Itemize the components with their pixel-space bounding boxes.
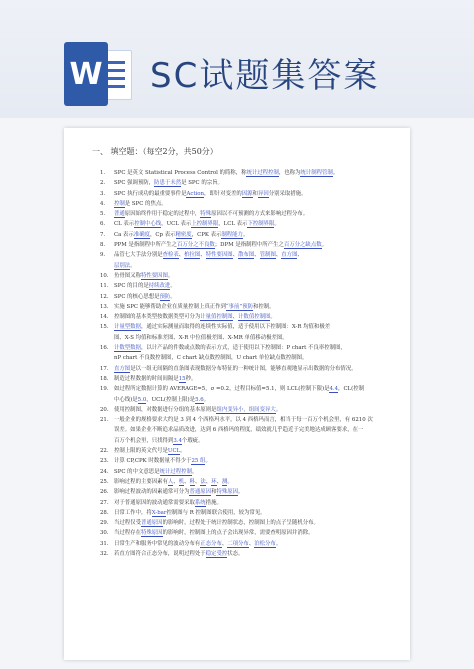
question-text: 。 — [170, 293, 176, 300]
question-number: 19. — [100, 386, 109, 393]
question-line — [100, 415, 400, 425]
answer-blank: 直方图 — [114, 365, 131, 372]
question-text: 控制上限的英文代号是 — [114, 448, 168, 455]
word-document-icon — [64, 42, 134, 106]
answer-blank: 因源 — [241, 190, 253, 197]
question-text: ，CL(控制 — [338, 386, 365, 393]
question-text: 、 — [232, 314, 239, 321]
question-number: 12. — [100, 293, 109, 300]
question-text: SPC 的中文意思是 — [114, 468, 160, 475]
document-title: SC试题集答案 — [150, 56, 380, 96]
question-line — [100, 302, 400, 312]
question-line — [100, 374, 400, 384]
question-text: 、 — [297, 252, 303, 259]
answer-blank: 泊松分布 — [254, 540, 276, 547]
question-line — [100, 333, 400, 343]
question-line — [100, 436, 400, 446]
question-number: 15. — [100, 324, 109, 331]
question-line — [100, 312, 400, 322]
question-text: ，UCL 表示 — [161, 221, 192, 228]
question-line — [100, 467, 400, 477]
question-text: 如过程所定数据计算的 AVERAGE=5，σ =0.2，过程目标值=5.1，则 LCL(控制下限)是 — [114, 386, 330, 393]
answer-blank: 控制中心线 — [134, 221, 162, 228]
question-text: 当过程存在 — [114, 530, 141, 537]
answer-blank: 法 — [200, 478, 206, 485]
answer-blank: 机 — [178, 478, 185, 485]
question-text: 。 — [191, 468, 198, 475]
question-line — [100, 178, 400, 188]
answer-blank: 人 — [167, 478, 174, 485]
question-line — [100, 343, 400, 353]
question-line — [100, 539, 400, 549]
question-text: 和控制。 — [252, 303, 275, 310]
answer-blank: 特殊原因 — [216, 489, 239, 496]
question-text: 、 — [216, 478, 222, 485]
question-line — [100, 209, 400, 219]
question-line — [100, 508, 400, 518]
question-text: 影响过程的主要因素有 — [114, 478, 168, 485]
question-text: 、 — [232, 252, 239, 259]
question-number: 9. — [100, 252, 106, 259]
question-text: 影响过程波动的因素通常可分为 — [114, 489, 190, 496]
answer-blank: 计数值控制图 — [238, 314, 271, 321]
question-line — [100, 518, 400, 528]
question-number: 23. — [100, 458, 109, 465]
question-text: 。 — [275, 540, 282, 547]
question-number: 18. — [100, 375, 109, 382]
question-text: 。 — [180, 448, 186, 455]
answer-blank: 统计制程管制 — [300, 170, 333, 176]
answer-blank: 5.6 — [195, 396, 204, 403]
question-number: 31. — [100, 540, 109, 547]
question-text: 计算 CP,CPK 时数据量不得少于 — [114, 458, 192, 465]
question-number: 20. — [100, 406, 109, 413]
question-text: 的影响时，控制图上的点子会出现异常，需要查明原因并消除。 — [162, 530, 314, 537]
question-number: 24. — [100, 468, 109, 475]
question-text: 、 — [205, 478, 212, 485]
answer-blank: 4.4 — [329, 386, 339, 393]
question-number: 13. — [100, 303, 109, 310]
answer-blank: 柏拉图 — [184, 252, 201, 259]
answer-blank: 二项分布 — [227, 540, 249, 547]
question-text: 分别采取措施。 — [268, 190, 307, 197]
answer-blank: 3.4 — [173, 437, 182, 444]
question-number: 4. — [100, 200, 106, 207]
question-line — [100, 240, 400, 250]
question-line — [100, 528, 400, 538]
question-number: 28. — [100, 509, 109, 516]
question-text: ，通过实际测量而取得的连续性实际值，适于使用以下控制图：X-R 均值和极差 — [140, 324, 331, 331]
question-text: SPC 是英文 Statistical Process Control 的简称，称 — [114, 170, 247, 176]
question-text: 、 — [200, 252, 206, 259]
answer-blank: 异因 — [257, 190, 269, 197]
question-number: 11. — [100, 283, 109, 290]
answer-blank: 层别法 — [114, 262, 131, 269]
question-text: 制造过程数据的时间间隔是 — [114, 375, 179, 382]
answer-blank: Action — [186, 190, 204, 197]
question-number: 7. — [100, 231, 106, 238]
question-text: 和 — [211, 489, 217, 496]
question-line — [100, 425, 400, 435]
question-number: 14. — [100, 314, 109, 321]
answer-blank: 特性要因图 — [140, 272, 168, 279]
answer-blank: 稳定受控 — [205, 550, 228, 557]
question-text: 。 — [242, 231, 249, 238]
question-text: 、 — [173, 478, 179, 485]
section-heading: 一、 填空题：（每空2分，共50分） — [92, 147, 218, 156]
answer-blank: 环 — [211, 478, 217, 485]
question-text: 百万个机会里，只找得到 — [114, 437, 174, 444]
answer-blank: 持续改进 — [148, 283, 171, 290]
answer-blank: UCL — [167, 448, 181, 455]
question-line — [100, 446, 400, 456]
answer-blank: 15 — [178, 375, 186, 382]
question-line — [100, 456, 400, 466]
question-text: 、 — [275, 252, 282, 259]
question-number: 10. — [100, 272, 109, 279]
question-text: 是 SPC 的焦点。 — [124, 200, 167, 207]
question-text: ，Cp 表示 — [150, 231, 176, 238]
question-text: 措施。 — [205, 499, 222, 506]
question-text: 、 — [248, 540, 255, 547]
question-text: 控制图与 R 控制图联合使用，较为常见。 — [166, 509, 266, 516]
answer-blank: 特性要因图 — [205, 252, 233, 259]
question-text: 。 — [321, 242, 328, 249]
answer-blank: 料 — [189, 478, 195, 485]
question-text: 原因以不可预测的方式来影响过程分布。 — [211, 211, 309, 218]
answer-blank: 查检表 — [162, 252, 179, 259]
question-number: 16. — [100, 345, 109, 352]
question-text: ，即针对变差的 — [204, 190, 242, 197]
question-text: PPM 是指制程中所产生之 — [114, 242, 178, 249]
question-number: 2. — [100, 180, 106, 187]
question-text: 日常生产和服务中常见的波动分布有 — [114, 540, 201, 547]
question-text: 原因始终作用于稳定的过程中， — [124, 211, 201, 218]
answer-blank: 管制图 — [259, 252, 276, 259]
question-text: 。 — [275, 406, 282, 413]
answer-blank: 特殊 — [200, 211, 212, 218]
answer-blank: 5.0 — [137, 396, 147, 403]
question-text: 鱼骨图又称 — [114, 272, 141, 279]
answer-blank: 计量值控制图 — [200, 314, 233, 321]
question-text: 误差。如果企业不断追求品质改进，达到 6 西格玛的程度，绩效就几乎趋近于完美地达成顾客要求，在一 — [114, 427, 364, 434]
question-line — [100, 292, 400, 302]
question-text: SPC 的核心思想是 — [114, 293, 160, 300]
question-line — [100, 364, 400, 374]
question-text: ，以计产品的件数或点数的表示方式，适于使用以下控制图：P chart 不良率控制图， — [140, 345, 346, 352]
question-line — [100, 487, 400, 497]
question-line — [100, 384, 400, 394]
question-text: 使用控制图，对数据进行分组的基本原则是 — [114, 406, 217, 413]
question-text: 秒。 — [185, 375, 197, 382]
question-text: CL 表示 — [114, 221, 135, 228]
question-text: 、 — [178, 252, 185, 259]
answer-blank: 制程能力 — [221, 231, 243, 238]
question-text: 、 — [221, 540, 228, 547]
question-number: 30. — [100, 530, 109, 537]
question-line — [100, 189, 400, 199]
question-text: 是 SPC 的宗旨。 — [181, 180, 223, 187]
answer-blank: 控制 — [114, 200, 125, 207]
question-text: Ca 表示 — [114, 231, 134, 238]
answer-blank: 准确度 — [133, 231, 151, 238]
question-text: ，也称为 — [278, 170, 301, 176]
question-text: 对于普通原因的波动通常需要采取 — [114, 499, 195, 506]
question-text: 若直方图符合正态分布，说明过程处于 — [114, 550, 206, 557]
question-text: SPC 强调预防， — [114, 180, 155, 187]
question-number: 27. — [100, 499, 109, 506]
answer-blank: 百万分之不良数 — [177, 242, 215, 249]
question-text: 当过程仅受 — [114, 520, 141, 527]
answer-blank: 预防 — [159, 293, 171, 300]
answer-blank: 普通原因 — [140, 520, 163, 527]
question-text: SPC 执行成功的最重要事件是 — [114, 190, 187, 197]
answer-blank: 防患于未然 — [154, 180, 182, 187]
question-line — [100, 549, 400, 559]
question-text: ；DPM 是指制程中所产生之 — [214, 242, 284, 249]
question-line — [100, 477, 400, 487]
question-text: 。 — [238, 489, 244, 496]
question-text: 。 — [170, 283, 176, 290]
question-text: 日常工作中，将 — [114, 509, 152, 516]
question-line — [100, 261, 400, 271]
question-text: 。 — [227, 478, 233, 485]
question-text: 和 — [252, 190, 258, 197]
question-number: 21. — [100, 417, 109, 424]
question-line — [100, 353, 400, 363]
answer-blank: 特殊原因 — [140, 530, 163, 537]
question-text: ，UCL(控制上限)是 — [146, 396, 196, 403]
question-number: 22. — [100, 448, 109, 455]
answer-blank: “事前”预防 — [225, 303, 253, 310]
question-list — [100, 168, 400, 559]
question-text: nP chart 不良数控制图，C chart 缺点数控制图，U chart 单位缺点数控制图。 — [114, 355, 308, 362]
question-text: 、 — [194, 478, 201, 485]
question-number: 29. — [100, 520, 109, 527]
question-text: 是以一组无间隔的直条图表现数据分布特征的一种统计图，能够直观地显示出数据的分布情况。 — [130, 365, 357, 372]
question-line — [100, 395, 400, 405]
question-number: 25. — [100, 478, 109, 485]
question-line — [100, 230, 400, 240]
question-text: ，LCL 表示 — [218, 221, 248, 228]
question-line — [100, 168, 400, 178]
question-number: 1. — [100, 170, 106, 176]
question-line — [100, 498, 400, 508]
question-text: 。 — [332, 170, 339, 176]
document-page — [64, 128, 410, 660]
word-logo-tile: W — [64, 42, 108, 106]
question-line — [100, 250, 400, 260]
question-text: 实施 SPC 能够帮助企业在质量控制上真正作到 — [114, 303, 226, 310]
question-text: 品管七大手法分别是 — [114, 252, 163, 259]
question-text: 、 — [254, 252, 260, 259]
question-line — [100, 322, 400, 332]
answer-blank: X-bar — [151, 509, 167, 516]
question-text: 一般企业的规格要求大约是 3 到 4 个西格玛水平，以 4 西格玛而言，相当于每一百万个机会里，有 6210 次 — [114, 417, 373, 424]
answer-blank: 百万分之缺点数 — [283, 242, 322, 249]
answer-blank: 测 — [221, 478, 228, 485]
question-number: 17. — [100, 365, 109, 372]
question-text: 。 — [167, 272, 174, 279]
question-line — [100, 199, 400, 209]
question-number: 26. — [100, 489, 109, 496]
answer-blank: 系统 — [194, 499, 206, 506]
answer-blank: 普通 — [114, 211, 125, 218]
header-banner — [0, 0, 474, 118]
answer-blank: 下控制界限 — [247, 221, 275, 228]
question-text: 。 — [274, 221, 280, 228]
question-line — [100, 271, 400, 281]
question-text: 。 — [205, 458, 211, 465]
answer-blank: 直方图 — [281, 252, 298, 259]
question-line — [100, 281, 400, 291]
question-text: 。 — [203, 396, 210, 403]
answer-blank: 25 组 — [191, 458, 206, 465]
question-number: 32. — [100, 550, 109, 557]
answer-blank: 散布图 — [238, 252, 255, 259]
question-text: 的影响时，过程处于统计控制状态，控制图上的点子呈随机分布。 — [162, 520, 319, 527]
answer-blank: 精密度 — [175, 231, 192, 238]
question-text: 个瑕疵。 — [181, 437, 204, 444]
question-text: 控制图的基本类型按数据类型可分为 — [114, 314, 201, 321]
question-line — [100, 219, 400, 229]
answer-blank: 统计过程控制 — [246, 170, 279, 176]
answer-blank: 上控制界限 — [191, 221, 219, 228]
question-line — [100, 405, 400, 415]
question-text: SPC 的目的是 — [114, 283, 149, 290]
question-text: 。 — [270, 314, 276, 321]
answer-blank: 计量型数据 — [114, 324, 141, 331]
answer-blank: 计数型数据 — [114, 345, 141, 352]
question-number: 3. — [100, 190, 106, 197]
question-text: 、 — [184, 478, 190, 485]
answer-blank: 正态分布 — [200, 540, 222, 547]
question-text: 。 — [130, 262, 136, 269]
question-number: 5. — [100, 211, 106, 218]
question-text: 状态。 — [227, 550, 244, 557]
answer-blank: 组内变异小，组间变异大 — [216, 406, 276, 413]
answer-blank: 普通原因 — [189, 489, 212, 496]
question-number: 6. — [100, 221, 106, 228]
question-text: 中心线)是 — [114, 396, 138, 403]
question-number: 8. — [100, 242, 106, 249]
question-text: 图、X-S 均值和标准差图、X-R 中位值极差图、X-MR 单值移动极差图。 — [114, 334, 288, 341]
question-text: ，CPK 表示 — [191, 231, 222, 238]
answer-blank: 统计过程控制 — [159, 468, 192, 475]
